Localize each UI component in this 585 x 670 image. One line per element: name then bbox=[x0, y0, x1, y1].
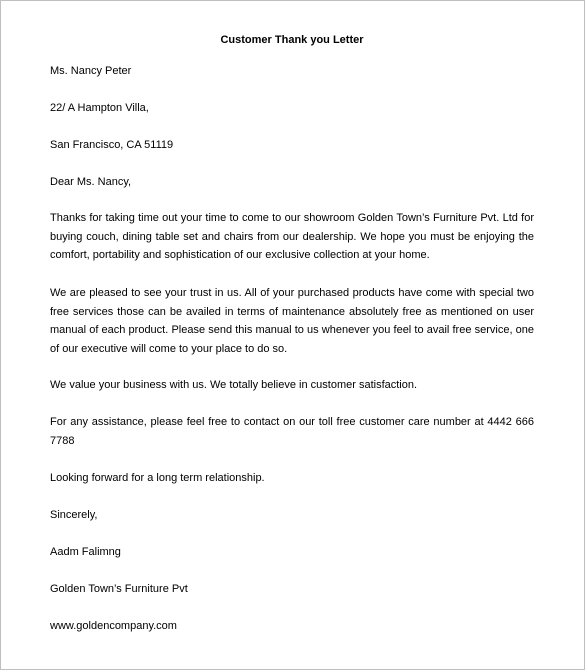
salutation: Dear Ms. Nancy, bbox=[50, 176, 132, 188]
address-line-2: San Francisco, CA 51119 bbox=[50, 139, 174, 151]
paragraph-services: We are pleased to see your trust in us. All of your purchased products have come with special two free services those can be availed in terms of maintenance absolutely free as mentioned on user manual of each product. Please send this manual to us whenever you feel to avail free service, one of our executive will come to your place to do so. bbox=[50, 287, 534, 355]
recipient-name: Ms. Nancy Peter bbox=[50, 65, 132, 77]
paragraph-relationship: Looking forward for a long term relationship. bbox=[50, 472, 265, 484]
paragraph-thanks: Thanks for taking time out your time to come to our showroom Golden Town’s Furniture Pvt. Ltd for buying couch, dining table set and chairs from our dealership. We hope you must be enjoying the comfort, portability and sophistication of our exclusive collection at your home. bbox=[50, 212, 534, 261]
paragraph-value: We value your business with us. We totally believe in customer satisfaction. bbox=[50, 379, 418, 391]
paragraph-assistance: For any assistance, please feel free to contact on our toll free customer care number at 4442 666 7788 bbox=[50, 416, 534, 447]
closing: Sincerely, bbox=[50, 509, 98, 521]
address-line-1: 22/ A Hampton Villa, bbox=[50, 102, 149, 114]
signer-name: Aadm Falimng bbox=[50, 546, 121, 558]
company-website: www.goldencompany.com bbox=[50, 620, 177, 632]
company-name: Golden Town’s Furniture Pvt bbox=[50, 583, 188, 595]
letter-title: Customer Thank you Letter bbox=[220, 34, 364, 46]
